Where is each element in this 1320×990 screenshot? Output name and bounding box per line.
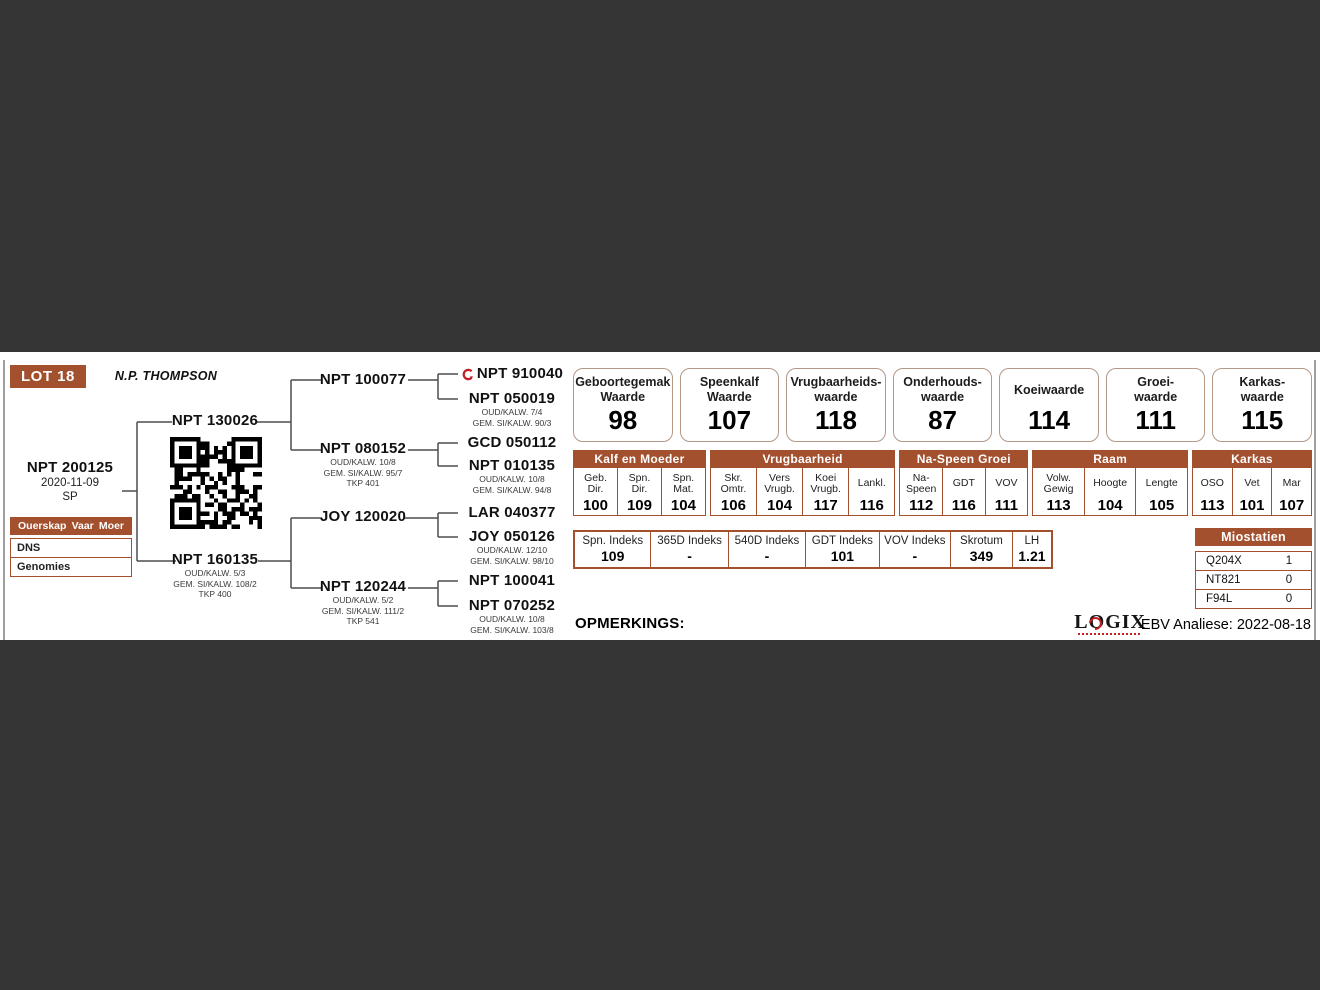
animal-id: NPT 010135 [468,457,556,474]
animal-stat: GEM. SI/KALW. 98/10 [470,555,554,566]
animal-id: NPT 200125 [26,459,114,476]
stat-cell [618,468,662,515]
ebv-label: Waarde [600,390,646,404]
stat-label: Spn. [628,471,651,484]
animal-stat: OUD/KALW. 10/8 [330,457,396,467]
indeks-cell [729,532,806,567]
stat-label: Vrugb. [810,483,841,495]
stat-cell [943,468,986,515]
ebv-box-karkas [1212,368,1312,442]
animal-id: NPT 120244 [319,578,407,595]
stat-label: Lengte [1145,477,1178,490]
ebv-label: Koeiwaarde [1014,382,1085,397]
animal-id: LAR 040377 [468,504,556,521]
animal-id: NPT 100041 [468,572,556,589]
ebv-label: Groei- [1137,375,1175,389]
stat-cell [900,468,943,515]
animal-stat: GEM. SI/KALW. 95/7 [323,467,403,478]
qr-code [170,437,262,529]
animal-code: SP [62,491,78,503]
stat-label: Speen [905,483,937,495]
stat-value: 113 [1200,497,1225,514]
breed-brand-icon [461,368,474,381]
indeks-value: 349 [969,548,994,564]
stat-value: 107 [1279,497,1305,514]
parentage-header [10,517,132,535]
stat-group-na-speen-groei [899,450,1028,516]
pedigree-node-sire [152,413,278,429]
ebv-box-speenkalf [680,368,780,442]
gene-value: 0 [1285,593,1293,605]
miostatien-row [1195,551,1312,571]
animal-stat: GEM. SI/KALW. 111/2 [321,605,405,616]
stat-cell [986,468,1028,515]
stat-cell [1033,468,1085,515]
stat-label: Lankl. [857,477,886,490]
sheet-right-edge [1314,360,1316,640]
stat-label: Dir. [631,483,648,495]
pedigree-node [300,441,426,489]
stat-cell [1193,468,1233,515]
stat-value: 104 [1097,497,1123,514]
stat-label: GDT [952,477,975,490]
parentage-header-moer: Moer [98,520,124,532]
stat-group-vrugbaarheid [710,450,895,516]
miostatien-title: Miostatien [1195,528,1312,546]
lot-number-badge: LOT 18 [10,365,86,388]
gene-value: 1 [1285,555,1293,567]
stat-group-kalf-en-moeder [573,450,706,516]
stat-value: 106 [720,497,746,514]
stat-value: 109 [626,497,652,514]
pedigree-node [456,458,568,495]
stat-label: Hoogte [1093,477,1128,490]
stat-cell [1233,468,1273,515]
breeder-name: N.P. THOMPSON [114,369,218,383]
miostatien-row [1195,570,1312,590]
animal-id: NPT 910040 [476,365,564,382]
stat-value: 104 [767,497,793,514]
stat-value: 117 [813,497,838,514]
animal-stat: OUD/KALW. 12/10 [476,545,548,555]
indeks-cell [951,532,1013,567]
gene-label: F94L [1206,593,1233,605]
birth-date: 2020-11-09 [41,477,99,489]
stat-cell [1272,468,1311,515]
animal-stat: GEM. SI/KALW. 108/2 [173,578,257,589]
animal-stat: OUD/KALW. 10/8 [479,614,545,624]
animal-id: JOY 050126 [469,528,555,545]
ebv-label: Speenkalf [699,375,759,389]
stat-label: Dir. [587,483,604,495]
indeks-value: - [764,548,770,564]
pedigree-node [456,573,568,589]
ebv-label: Onderhouds- [903,375,982,389]
stat-value: 113 [1046,497,1071,514]
indeks-label: VOV Indeks [884,535,946,547]
pedigree-node [456,598,568,635]
pedigree-node [456,505,568,521]
miostatien-panel [1195,528,1312,609]
stat-label: Mat. [673,483,694,495]
miostatien-row [1195,589,1312,609]
indeks-label: GDT Indeks [811,535,873,547]
ebv-label: waarde [1134,390,1178,404]
ebv-panel [573,352,1312,640]
ebv-box-vrugbaarheid [786,368,886,442]
stat-label: Volw. [1046,471,1071,484]
stat-value: 112 [909,497,934,514]
pedigree-node [300,509,426,525]
indeks-label: 540D Indeks [734,535,800,547]
pedigree-node [456,435,568,451]
stat-label: Koei [815,471,837,484]
stat-group-raam [1032,450,1188,516]
ebv-value: 98 [608,405,638,435]
stat-group-title: Vrugbaarheid [710,450,895,468]
ebv-label: Vrugbaarheids- [790,375,882,389]
ebv-label: Waarde [707,390,752,404]
gene-label: NT821 [1206,574,1241,586]
indeks-cell [1013,532,1051,567]
indeks-cell [651,532,728,567]
stat-group-title: Na-Speen Groei [899,450,1028,468]
pedigree-node [456,391,568,428]
animal-stat: GEM. SI/KALW. 94/8 [472,484,552,495]
subject-animal [8,460,132,504]
stat-cell [574,468,618,515]
stat-value: 111 [994,497,1019,514]
animal-stat: OUD/KALW. 7/4 [481,407,543,417]
stat-groups-row [573,450,1312,516]
pedigree-node [456,529,568,566]
animal-stat: OUD/KALW. 5/2 [332,595,394,605]
indeks-label: Skrotum [960,535,1003,547]
ebv-box-onderhoud [893,368,993,442]
ebv-label: Karkas- [1239,375,1286,389]
pedigree-node [300,579,426,627]
animal-id: NPT 130026 [171,412,259,429]
animal-id: NPT 080152 [319,440,407,457]
indeks-value: 101 [830,548,855,564]
indeks-cell [575,532,651,567]
ebv-value: 107 [707,405,752,435]
ebv-value: 114 [1028,405,1071,435]
stat-label: Vers [769,471,791,484]
stat-label: VOV [995,477,1018,490]
stat-value: 104 [670,497,696,514]
ebv-value: 87 [928,405,957,435]
logix-logo: LOGIX [1074,611,1146,633]
indeks-value: - [912,548,918,564]
stat-group-title: Raam [1032,450,1188,468]
indeks-label: 365D Indeks [657,535,722,547]
catalog-sheet [0,352,1320,640]
parentage-header-vaar: Vaar [71,520,94,532]
animal-stat: TKP 541 [346,616,380,626]
animal-id: NPT 070252 [468,597,556,614]
stat-cell [803,468,849,515]
logix-tagline [1078,633,1142,635]
stat-label: Gewig [1043,483,1074,495]
ebv-box-groei [1106,368,1206,442]
ebv-value: 115 [1241,405,1284,435]
stat-label: Skr. [724,471,743,484]
stat-label: Omtr. [720,483,747,495]
animal-stat: GEM. SI/KALW. 90/3 [472,417,552,428]
animal-stat: OUD/KALW. 5/3 [184,568,246,578]
stat-value: 105 [1149,497,1175,514]
animal-id: NPT 050019 [468,390,556,407]
gene-value: 0 [1285,574,1293,586]
stat-cell [662,468,705,515]
stat-label: OSO [1200,477,1224,490]
indeks-cell [806,532,879,567]
stat-label: Mar [1282,477,1301,490]
ebv-label: Geboortegemak [575,375,671,389]
animal-stat: GEM. SI/KALW. 103/8 [470,624,554,635]
pedigree-node [300,372,426,388]
stat-label: Vet [1244,477,1260,490]
stat-cell [1136,468,1187,515]
stat-value: 100 [582,497,608,514]
pedigree-node [456,366,568,382]
ebv-box-geboortegemak [573,368,673,442]
stat-value: 116 [859,497,884,514]
stat-label: Na- [912,471,930,484]
pedigree-node-dam [152,552,278,600]
ebv-label: waarde [1240,390,1284,404]
ebv-analysis-date: EBV Analiese: 2022-08-18 [1140,617,1311,633]
animal-id: NPT 160135 [171,551,259,568]
parentage-row-dns: DNS [10,538,132,558]
animal-id: GCD 050112 [467,434,557,451]
animal-stat: TKP 401 [346,478,380,488]
indeks-value: 1.21 [1018,548,1046,564]
ebv-value: 118 [814,405,857,435]
ebv-label: waarde [814,390,858,404]
ebv-label: waarde [920,390,965,404]
animal-stat: TKP 400 [198,589,232,599]
ebv-value: 111 [1135,405,1176,435]
stat-group-karkas [1192,450,1312,516]
ebv-summary-row [573,368,1312,442]
stat-cell [757,468,803,515]
stat-label: Spn. [672,471,695,484]
animal-id: JOY 120020 [320,508,406,525]
stat-label: Vrugb. [764,483,795,495]
animal-stat: OUD/KALW. 10/8 [479,474,545,484]
stat-value: 101 [1239,497,1265,514]
stat-label: Geb. [584,471,607,484]
indeks-label: LH [1024,535,1040,547]
parentage-row-genomies: Genomies [10,557,132,577]
indeks-value: 109 [601,548,625,564]
stat-cell [849,468,894,515]
stat-cell [711,468,757,515]
stat-group-title: Kalf en Moeder [573,450,706,468]
stat-cell [1085,468,1137,515]
indeks-table [573,530,1053,569]
indeks-cell [880,532,952,567]
parentage-header-ouerskap: Ouerskap [18,520,67,532]
ebv-box-koeiwaarde [999,368,1099,442]
stat-value: 116 [951,497,976,514]
animal-id: NPT 100077 [319,371,407,388]
gene-label: Q204X [1206,555,1242,567]
indeks-value: - [687,548,692,564]
stat-group-title: Karkas [1192,450,1312,468]
indeks-label: Spn. Indeks [582,535,644,547]
pedigree-panel [0,352,572,640]
remarks-label: OPMERKINGS: [575,615,685,632]
